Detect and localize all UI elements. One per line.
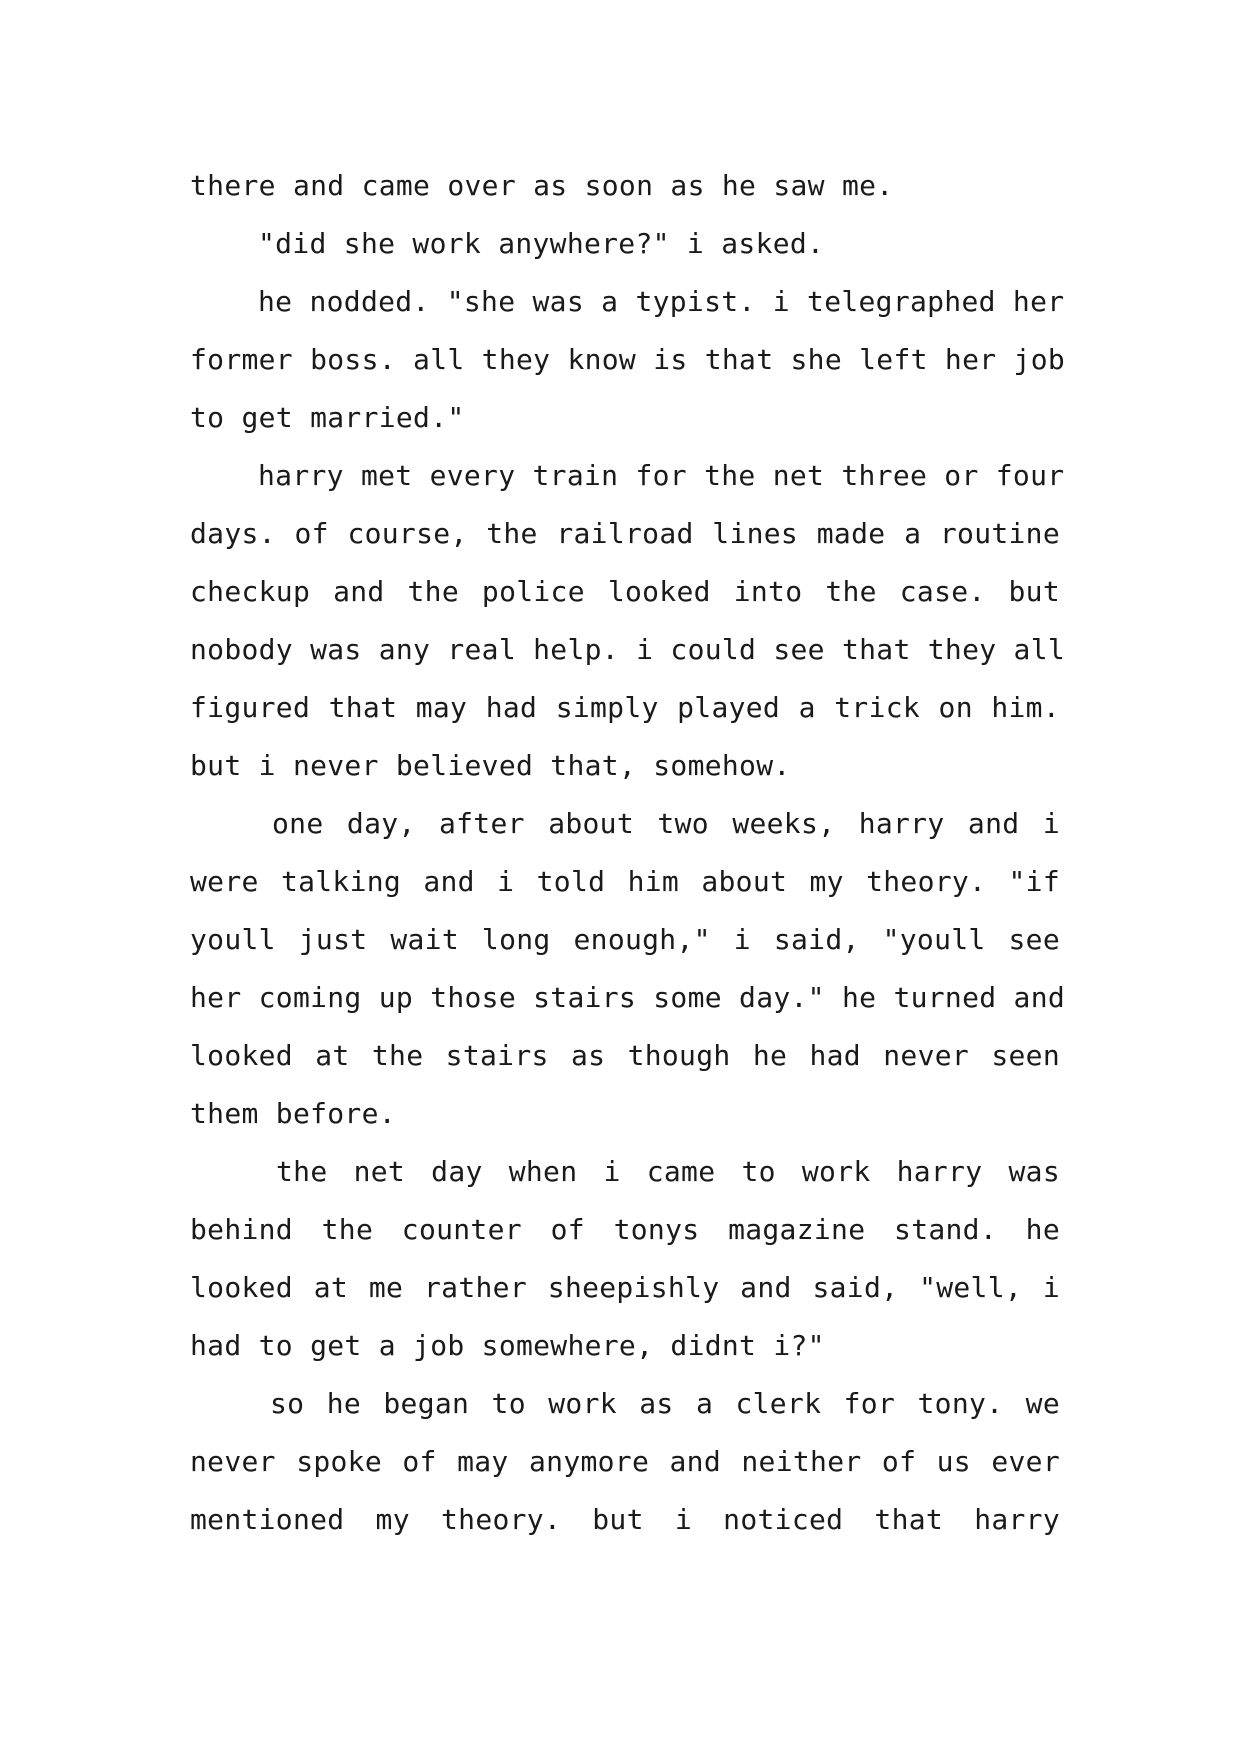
text-line-4: former boss. all they know is that she left her job bbox=[190, 343, 1066, 376]
text-line-13: were talking and i told him about my theory. "if bbox=[190, 865, 1060, 898]
text-line-9: nobody was any real help. i could see that they all bbox=[190, 633, 1066, 666]
text-line-19: behind the counter of tonys magazine stand. he bbox=[190, 1213, 1060, 1246]
text-line-12: one day, after about two weeks, harry and i bbox=[272, 807, 1060, 840]
text-line-20: looked at me rather sheepishly and said, "well, i bbox=[190, 1271, 1060, 1304]
text-line-17: them before. bbox=[190, 1097, 396, 1130]
text-line-6: harry met every train for the net three or four bbox=[258, 459, 1065, 492]
text-line-11: but i never believed that, somehow. bbox=[190, 749, 791, 782]
text-line-10: figured that may had simply played a trick on him. bbox=[190, 691, 1060, 724]
text-line-1: there and came over as soon as he saw me. bbox=[190, 169, 894, 202]
text-line-21: had to get a job somewhere, didnt i?" bbox=[190, 1329, 825, 1362]
text-line-2: "did she work anywhere?" i asked. bbox=[258, 227, 825, 260]
text-line-7: days. of course, the railroad lines made a routine bbox=[190, 517, 1060, 550]
text-line-18: the net day when i came to work harry was bbox=[276, 1155, 1060, 1188]
text-line-8: checkup and the police looked into the case. but bbox=[190, 575, 1060, 608]
text-line-16: looked at the stairs as though he had never seen bbox=[190, 1039, 1060, 1072]
text-line-3: he nodded. "she was a typist. i telegraphed her bbox=[258, 285, 1065, 318]
text-line-5: to get married." bbox=[190, 401, 465, 434]
text-line-22: so he began to work as a clerk for tony. we bbox=[270, 1387, 1060, 1420]
text-line-23: never spoke of may anymore and neither of us ever bbox=[190, 1445, 1060, 1478]
text-line-15: her coming up those stairs some day." he turned and bbox=[190, 981, 1066, 1014]
text-line-24: mentioned my theory. but i noticed that harry bbox=[190, 1503, 1060, 1536]
text-line-14: youll just wait long enough," i said, "youll see bbox=[190, 923, 1060, 956]
